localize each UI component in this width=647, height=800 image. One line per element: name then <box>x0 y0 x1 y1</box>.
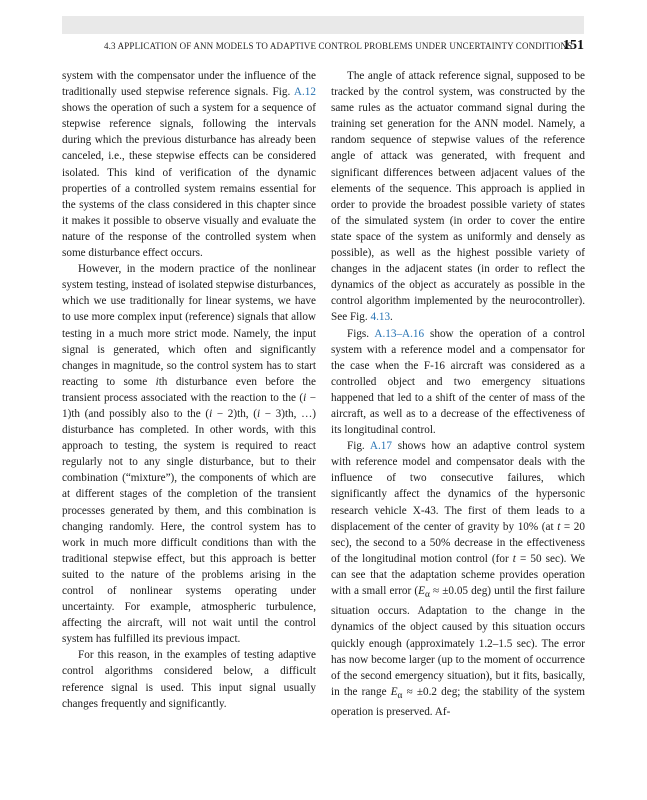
paragraph: Fig. A.17 shows how an adaptive control system with reference model and compensator deals with the influence of two consecutive failures, which significantly affect the dynamics of the hypersonic research vehicle X-43. The first of them leads to a displacement of the center of gravity by 10% (at t = 20 sec), the second to a 50% decrease in the effectiveness of the longitudinal motion control (for t = 50 sec). We can see that the adaptation scheme provides operation with a small error ($E_\alpha \approx \pm 0.05$ deg) until the first failure situation occurs. Adaptation to the change in the dynamics of the object caused by this situation occurs quickly enough (approximately 1.2–1.5 sec). The error has now become larger (up to the moment of occurrence of the second emergency situation), but it fits, basically, in the range $E_\alpha \approx \pm 0.2$ deg; the stability of the system operation is preserved. Af- <box>331 440 585 719</box>
paragraph: The angle of attack reference signal, supposed to be tracked by the control system, was constructed by the same rules as the actuator command signal during the training set generation for the ANN model. Namely, a random sequence of stepwise values of the reference angle of attack was generated, with frequent and significant differences between adjacent values of the elements of the sequence. This approach is applied in order to provide the broadest possible variety of states of the simulated system (in order to cover the entire state space of the system as uniformly and densely as possible), as well as the highest possible variety of changes in the adjacent states (in order to reflect the dynamics of the object as accurately as possible in the control algorithm implemented by the neurocontroller). See Fig. 4.13. <box>331 70 585 324</box>
figure-link[interactable]: A.17 <box>369 440 392 453</box>
figure-link[interactable]: A.16 <box>402 327 425 340</box>
right-column <box>331 68 585 720</box>
figure-link[interactable]: 4.13 <box>370 311 391 324</box>
header-bar <box>62 16 584 34</box>
figure-link[interactable]: A.12 <box>293 86 316 99</box>
paragraph: For this reason, in the examples of testing adaptive control algorithms considered below, a difficult reference signal is used. This input signal usually changes frequently and significantly. <box>62 649 316 710</box>
page-number: 151 <box>563 38 584 53</box>
figure-link[interactable]: A.13 <box>374 327 397 340</box>
paragraph: Figs. A.13–A.16 show the operation of a control system with a reference model and a compensator for the case when the F-16 aircraft was considered as a controlled object and two emergency situations happened that led to a shift of the center of mass of the aircraft, as well as to a decrease of the effectiveness of its longitudinal control. <box>331 327 585 437</box>
paragraph: However, in the modern practice of the nonlinear system testing, instead of isolated stepwise disturbances, which we use traditionally for linear systems, we have to use more complex input (reference) signals that allow testing in a much more strict mode. Namely, the input signal is generated, which often and significantly changes in magnitude, so the control system has to start reacting to some ith disturbance even before the transient process associated with the reaction to the (i − 1)th (and possibly also to the (i − 2)th, (i − 3)th, …) disturbance has completed. In other words, with this approach to testing, the system is required to react regularly not to any single disturbance, but to their combination (“mixture”), the components of which are at different stages of the completion of the transient processes generated by them, and this combination is changing randomly. Here, the control system has to work in much more difficult conditions than with the traditional stepwise effect, but this approach is better suited to the nature of the problems arising in the control of nonlinear systems operating under uncertainty. For example, atmospheric turbulence, affecting the aircraft, will not wait until the control system has fulfilled its previous impact. <box>62 263 317 646</box>
paragraph: system with the compensator under the influence of the traditionally used stepwise reference signals. Fig. A.12 shows the operation of such a system for a sequence of stepwise reference signals, following the intervals during which the previous disturbance has already been canceled, i.e., these stepwise effects can be considered isolated. This kind of verification of the dynamic properties of a controlled system remains essential for the systems of the class considered in this chapter since it makes it possible to observe visually and evaluate the nature of the response of the controlled system when some disturbance effect occurs. <box>62 70 316 260</box>
running-title: 4.3 APPLICATION OF ANN MODELS TO ADAPTIVE CONTROL PROBLEMS UNDER UNCERTAINTY CONDITIONS <box>104 41 573 51</box>
running-header <box>62 40 584 56</box>
left-column <box>62 68 316 712</box>
